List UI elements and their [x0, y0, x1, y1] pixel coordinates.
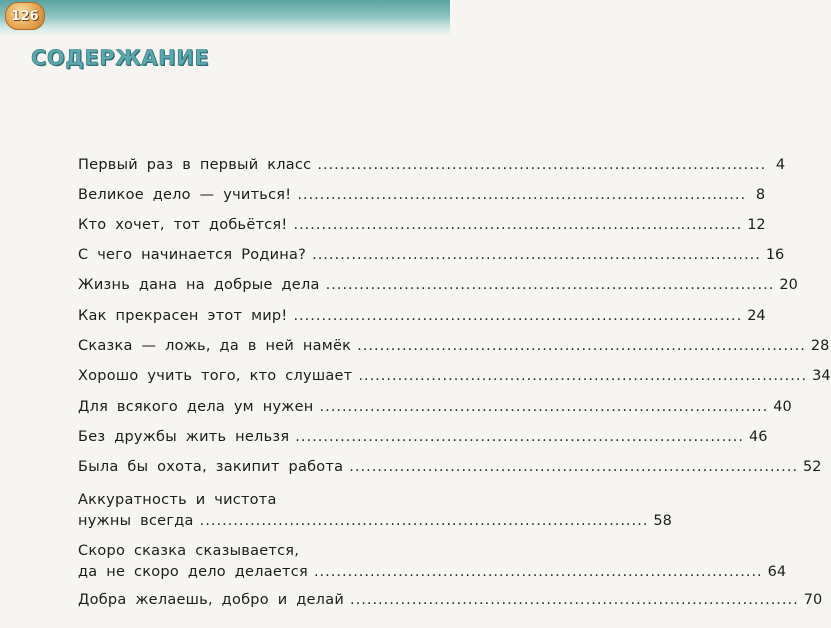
- toc-entry-page-number: 46: [749, 429, 768, 445]
- toc-entry-page-number: 34: [812, 368, 831, 384]
- toc-entry-page-number: 40: [773, 399, 792, 415]
- page-number-badge: [5, 2, 45, 30]
- toc-entry[interactable]: [78, 185, 766, 206]
- toc-entry-title: Как прекрасен этот мир!: [78, 308, 288, 324]
- toc-entry[interactable]: [78, 490, 672, 532]
- dot-leader: ................................................................................: [293, 217, 743, 233]
- toc-entry[interactable]: [78, 215, 766, 236]
- toc-entry-page-number: 16: [765, 247, 785, 263]
- header-band: [0, 0, 450, 36]
- toc-entry-title: Аккуратность и чистота: [78, 492, 277, 508]
- page-number: 126: [11, 8, 39, 24]
- toc-entry-page-number: 52: [803, 459, 822, 475]
- toc-entry-title-continued: да не скоро дело делается: [78, 564, 308, 580]
- toc-entry-title: Добра желаешь, добро и делай: [78, 592, 345, 608]
- toc-entry-title-continued: нужны всегда: [78, 513, 194, 529]
- dot-leader: ................................................................................: [297, 187, 747, 203]
- toc-entry-title: Великое дело — учиться!: [78, 187, 292, 203]
- toc-entry[interactable]: [78, 590, 823, 611]
- dot-leader: ................................................................................: [325, 277, 775, 293]
- toc-entry-page-number: 28: [810, 338, 830, 354]
- toc-entry-page-number: 58: [653, 513, 672, 529]
- toc-entry[interactable]: [78, 427, 768, 448]
- toc-entry[interactable]: [78, 155, 786, 176]
- dot-leader: ................................................................................: [312, 247, 761, 263]
- dot-leader: ................................................................................: [317, 157, 767, 173]
- toc-entry-title: Хорошо учить того, кто слушает: [78, 368, 353, 384]
- toc-entry-page-number: 70: [803, 592, 823, 608]
- toc-entry-page-number: 8: [755, 187, 766, 203]
- toc-entry[interactable]: [78, 275, 798, 296]
- toc-entry-page-number: 20: [779, 277, 798, 293]
- toc-entry[interactable]: [78, 336, 830, 357]
- toc-entry[interactable]: [78, 457, 822, 478]
- toc-entry-title: Для всякого дела ум нужен: [78, 399, 314, 415]
- dot-leader: ................................................................................: [349, 459, 798, 475]
- dot-leader: ................................................................................: [313, 564, 763, 580]
- toc-entry[interactable]: [78, 541, 787, 583]
- toc-entry-title: Кто хочет, тот добьётся!: [78, 217, 288, 233]
- toc-entry-page-number: 64: [767, 564, 787, 580]
- toc-entry-title: С чего начинается Родина?: [78, 247, 307, 263]
- page-title: СОДЕРЖАНИЕ: [31, 46, 210, 70]
- toc-entry-page-number: 24: [747, 308, 766, 324]
- toc-entry-title: Скоро сказка сказывается,: [78, 543, 300, 559]
- dot-leader: ................................................................................: [357, 338, 806, 354]
- toc-entry[interactable]: [78, 306, 766, 327]
- toc-entry-title: Жизнь дана на добрые дела: [78, 277, 320, 293]
- dot-leader: ................................................................................: [350, 592, 799, 608]
- toc-entry[interactable]: [78, 366, 831, 387]
- dot-leader: ................................................................................: [199, 513, 649, 529]
- dot-leader: ................................................................................: [293, 308, 743, 324]
- toc-entry[interactable]: [78, 245, 785, 266]
- toc-entry-page-number: 12: [747, 217, 766, 233]
- dot-leader: ................................................................................: [319, 399, 769, 415]
- toc-entry-title: Без дружбы жить нельзя: [78, 429, 290, 445]
- dot-leader: ................................................................................: [358, 368, 808, 384]
- toc-entry-title: Первый раз в первый класс: [78, 157, 312, 173]
- toc-entry-title: Сказка — ложь, да в ней намёк: [78, 338, 352, 354]
- toc-entry-title: Была бы охота, закипит работа: [78, 459, 344, 475]
- toc-entry[interactable]: [78, 397, 792, 418]
- dot-leader: ................................................................................: [295, 429, 745, 445]
- toc-entry-page-number: 4: [775, 157, 786, 173]
